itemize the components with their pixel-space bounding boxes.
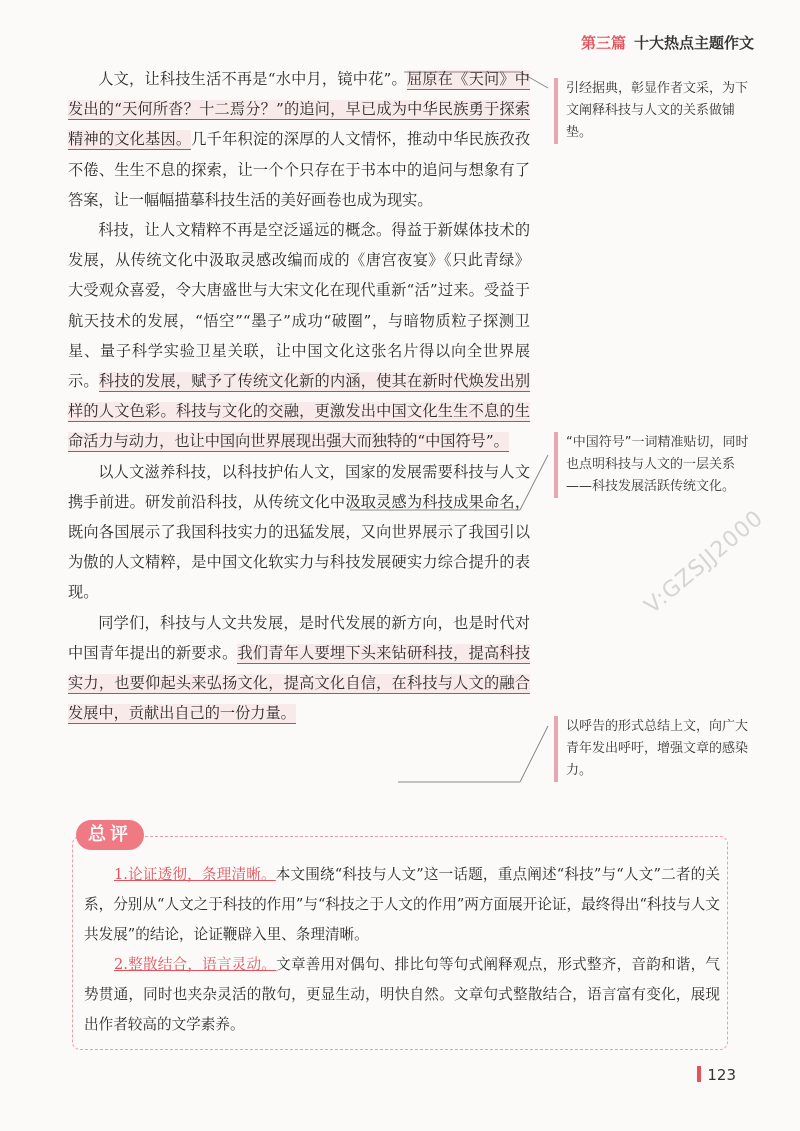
summary-badge: 总评	[76, 820, 144, 850]
paragraph-4: 同学们，科技与人文共发展，是时代发展的新方向，也是时代对中国青年提出的新要求。我们青年人要埋下头来钻研科技，提高科技实力，也要仰起头来弘扬文化，提高文化自信，在科技与人文的融合发展中，贡献出自己的一份力量。	[68, 613, 531, 723]
highlight-1: 屈原在《天问》中发出的“天何所沓？十二焉分？”的追问，早已成为中华民族勇于探索精神的文化基因。	[68, 70, 530, 149]
part-title: 十大热点主题作文	[633, 34, 754, 52]
margin-note-1: 引经据典，彰显作者文采，为下文阐释科技与人文的关系做铺垫。	[554, 78, 756, 144]
highlight-3: 我们青年人要埋下头来钻研科技，提高科技实力，也要仰起头来弘扬文化，提高文化自信，在科技与人文的融合发展中，贡献出自己的一份力量。	[68, 643, 531, 723]
summary-item-2-lead: 2.整散结合，语言灵动。	[114, 956, 277, 973]
paragraph-1: 人文，让科技生活不再是“水中月，镜中花”。屈原在《天问》中发出的“天何所沓？十二焉分？”的追问，早已成为中华民族勇于探索精神的文化基因。几千年积淀的深厚的人文情怀，推动中华民族孜孜不倦、生生不息的探索，让一个个只存在于书本中的追问与想象有了答案，让一幅幅描摹科技生活的美好画卷也成为现实。	[68, 70, 531, 209]
summary-item-2: 2.整散结合，语言灵动。文章善用对偶句、排比句等句式阐释观点，形式整齐，音韵和谐，气势贯通，同时也夹杂灵活的散句，更显生动，明快自然。文章句式整散结合，语言富有变化，展现出作者较高的文学素养。	[84, 956, 720, 1033]
page-number: 123	[697, 1066, 736, 1084]
page-number-bar	[697, 1066, 701, 1082]
summary-item-1-lead: 1.论证透彻，条理清晰。	[114, 866, 276, 883]
highlight-2: 科技的发展，赋予了传统文化新的内涵，使其在新时代焕发出别样的人文色彩。科技与文化的交融，更激发出中国文化生生不息的生命活力与动力，也让中国向世界展现出强大而独特的“中国符号”。	[68, 372, 531, 451]
summary-text	[84, 860, 720, 1040]
margin-note-2: “中国符号”一词精准贴切，同时也点明科技与人文的一层关系——科技发展活跃传统文化。	[554, 432, 756, 498]
watermark: V:GZSJJ2000	[640, 505, 769, 620]
part-label: 第三篇	[580, 34, 626, 52]
summary-item-1: 1.论证透彻，条理清晰。本文围绕“科技与人文”这一话题，重点阐述“科技”与“人文”二者的关系，分别从“人文之于科技的作用”与“科技之于人文的作用”两方面展开论证，最终得出“科技与人文共发展”的结论，论证鞭辟入里、条理清晰。	[84, 866, 720, 943]
margin-note-3: 以呼告的形式总结上文，向广大青年发出呼吁，增强文章的感染力。	[554, 716, 756, 782]
paragraph-2: 科技，让人文精粹不再是空泛遥远的概念。得益于新媒体技术的发展，从传统文化中汲取灵感改编而成的《唐宫夜宴》《只此青绿》大受观众喜爱，令大唐盛世与大宋文化在现代重新“活”过来。受益于航天技术的发展，“悟空”“墨子”成功“破圈”，与暗物质粒子探测卫星、量子科学实验卫星关联，让中国文化这张名片得以向全世界展示。科技的发展，赋予了传统文化新的内涵，使其在新时代焕发出别样的人文色彩。科技与文化的交融，更激发出中国文化生生不息的生命活力与动力，也让中国向世界展现出强大而独特的“中国符号”。	[68, 221, 531, 451]
paragraph-3: 以人文滋养科技，以科技护佑人文，国家的发展需要科技与人文携手前进。研发前沿科技，从传统文化中汲取灵感为科技成果命名，既向各国展示了我国科技实力的迅猛发展，又向世界展示了我国引以为傲的人文精粹，是中国文化软实力与科技发展硬实力综合提升的表现。	[68, 462, 530, 602]
body-text	[68, 64, 530, 728]
